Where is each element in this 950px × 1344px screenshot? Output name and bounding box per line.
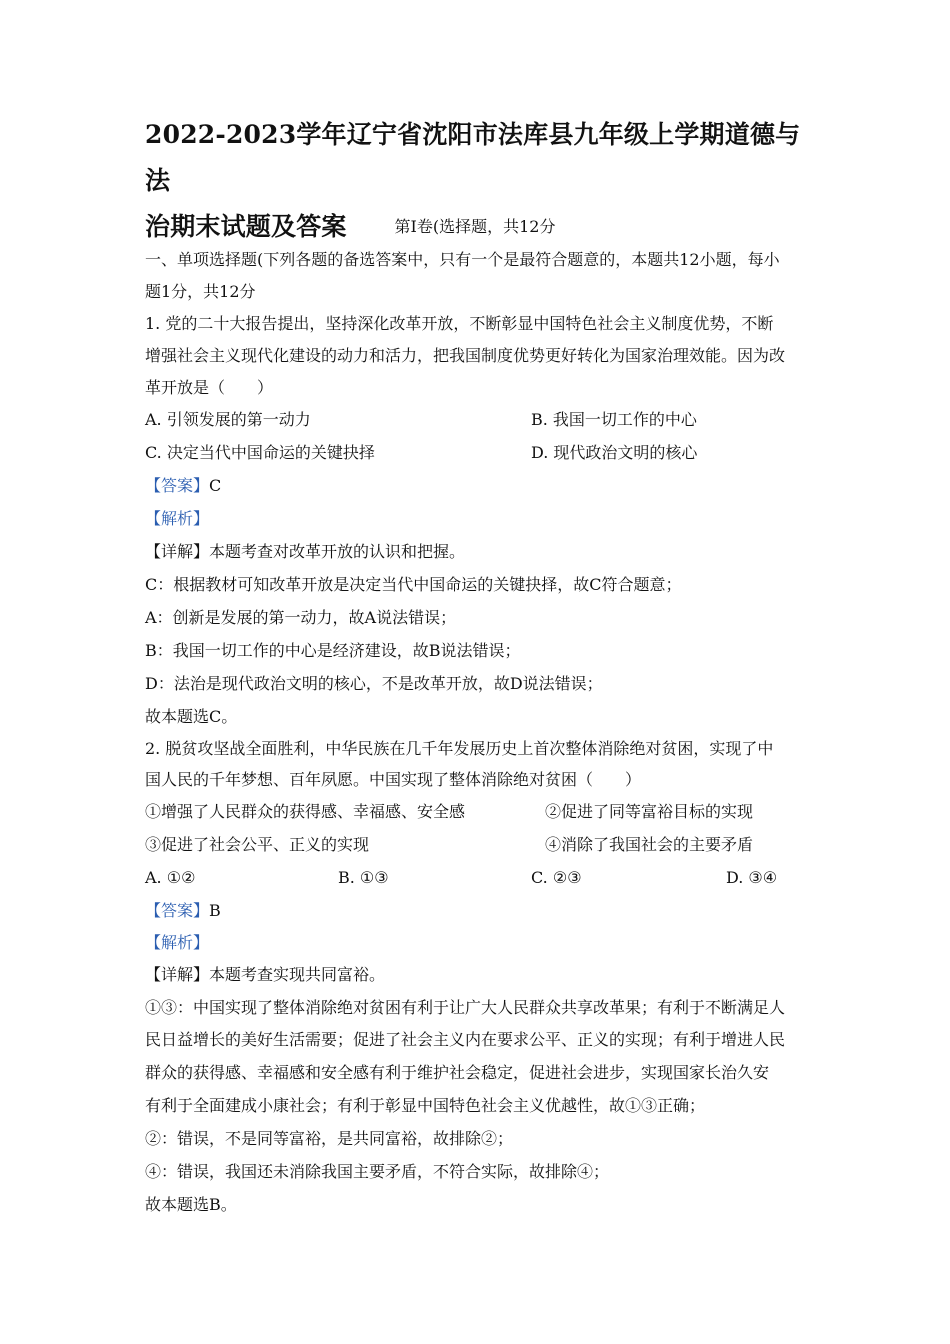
q2-stem-line-1: 2. 脱贫攻坚战全面胜利，中华民族在几千年发展历史上首次整体消除绝对贫困，实现了中 — [145, 739, 774, 758]
q2-option-d: D. ③④ — [726, 868, 778, 887]
q2-option-c: C. ②③ — [531, 868, 582, 887]
q1-conclusion: 故本题选C。 — [145, 707, 238, 726]
q2-explanation-line-2: 民日益增长的美好生活需要；促进了社会主义内在要求公平、正义的实现；有利于增进人民 — [145, 1030, 786, 1049]
q1-answer-value: C — [209, 476, 222, 495]
instructions-line-1: 一、单项选择题(下列各题的备选答案中，只有一个是最符合题意的，本题共12小题，每小 — [145, 250, 780, 269]
q1-option-b: B. 我国一切工作的中心 — [531, 410, 697, 429]
q2-option-a: A. ①② — [145, 868, 196, 887]
q2-stem-line-2: 国人民的千年梦想、百年夙愿。中国实现了整体消除绝对贫困（ ） — [145, 770, 642, 789]
q1-explanation-d: D：法治是现代政治文明的核心，不是改革开放，故D说法错误； — [145, 674, 603, 693]
instructions-line-2: 题1分，共12分 — [145, 282, 256, 301]
title-line-1: 2022-2023学年辽宁省沈阳市法库县九年级上学期道德与法 — [145, 120, 801, 195]
q2-option-b: B. ①③ — [338, 868, 389, 887]
q2-detail-tag: 【详解】 — [145, 965, 210, 984]
q2-analysis-tag: 【解析】 — [145, 933, 210, 952]
q2-explanation-line-3: 群众的获得感、幸福感和安全感有利于维护社会稳定，促进社会进步，实现国家长治久安 — [145, 1063, 770, 1082]
q2-explanation-line-5: ②：错误，不是同等富裕，是共同富裕，故排除②； — [145, 1129, 514, 1148]
q2-detail-text: 本题考查实现共同富裕。 — [209, 965, 386, 984]
q2-answer-value: B — [209, 901, 221, 920]
q1-analysis-tag: 【解析】 — [145, 509, 210, 528]
q1-detail — [145, 541, 465, 563]
q1-option-d: D. 现代政治文明的核心 — [531, 443, 698, 462]
q2-explanation-line-4: 有利于全面建成小康社会；有利于彰显中国特色社会主义优越性，故①③正确； — [145, 1096, 706, 1115]
q1-stem-line-3: 革开放是（ ） — [145, 378, 274, 397]
q2-conclusion: 故本题选B。 — [145, 1195, 237, 1214]
q1-explanation-a: A：创新是发展的第一动力，故A说法错误； — [145, 608, 457, 627]
q1-answer-tag: 【答案】 — [145, 476, 210, 495]
q2-item-1: ①增强了人民群众的获得感、幸福感、安全感 — [145, 802, 466, 821]
q2-item-2: ②促进了同等富裕目标的实现 — [545, 802, 754, 821]
q2-detail — [145, 964, 385, 986]
q1-detail-text: 本题考查对改革开放的认识和把握。 — [209, 542, 466, 561]
q2-item-3: ③促进了社会公平、正义的实现 — [145, 835, 370, 854]
q2-answer — [145, 900, 221, 922]
title-line-2: 治期末试题及答案 — [145, 212, 347, 241]
q2-explanation-line-1: ①③：中国实现了整体消除绝对贫困有利于让广大人民群众共享改革果；有利于不断满足人 — [145, 998, 786, 1017]
q1-answer — [145, 475, 221, 497]
q1-stem-line-2: 增强社会主义现代化建设的动力和活力，把我国制度优势更好转化为国家治理效能。因为改 — [145, 346, 786, 365]
q1-option-c: C. 决定当代中国命运的关键抉择 — [145, 443, 375, 462]
q1-explanation-b: B：我国一切工作的中心是经济建设，故B说法错误； — [145, 641, 521, 660]
q1-option-a: A. 引领发展的第一动力 — [145, 410, 311, 429]
q2-answer-tag: 【答案】 — [145, 901, 210, 920]
q1-detail-tag: 【详解】 — [145, 542, 210, 561]
q1-explanation-c: C：根据教材可知改革开放是决定当代中国命运的关键抉择，故C符合题意； — [145, 575, 682, 594]
q1-stem-line-1: 1. 党的二十大报告提出，坚持深化改革开放，不断彰显中国特色社会主义制度优势，不断 — [145, 314, 774, 333]
q2-item-4: ④消除了我国社会的主要矛盾 — [545, 835, 754, 854]
q2-explanation-line-6: ④：错误，我国还未消除我国主要矛盾，不符合实际，故排除④； — [145, 1162, 610, 1181]
section-heading: 第Ⅰ卷(选择题，共12分 — [394, 217, 556, 236]
